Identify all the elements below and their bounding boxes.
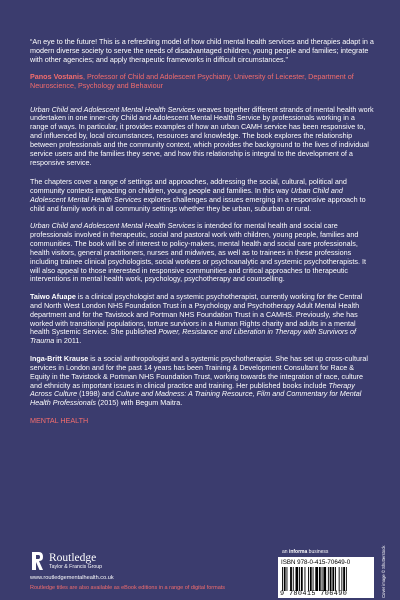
barcode-bar [341,567,342,591]
barcode-bar [299,567,300,591]
endorsement-attribution [30,73,374,91]
barcode-panel [278,557,374,598]
book-title-ref: Urban Child and Adolescent Mental Health Services [30,104,196,114]
barcode-bar [346,567,347,591]
back-cover-text [30,38,374,426]
barcode-bars [282,567,370,591]
endorser-affiliation: , Professor of Child and Adolescent Psychiatry, University of Leicester, Department of Neuroscience, Psychology and Behaviour [30,71,354,90]
author-bio-afuape: Taiwo Afuape is a clinical psychologist and a systemic psychotherapist, currently working for the Central and North West London NHS Foundation Trust in a Psychology and Psychotherapy Adult Mental Health department and for the Tavistock and Portman NHS Foundation Trust in a CAMHS. Previously, she has worked with transitional populations, torture survivors in a Human Rights charity and adults in a mental health Systemic Service. She published Power, Resistance and Liberation in Therapy with Survivors of Trauma in 2011. [30,291,363,346]
barcode-bar [339,567,340,591]
barcode-bar [332,567,334,591]
subject-category: MENTAL HEALTH [30,415,89,425]
author-name: Inga-Britt Krause [30,353,89,363]
book-title-ref: Urban Child and Adolescent Mental Health Services [30,221,196,230]
barcode-number: 9 780415 706490 [280,590,348,598]
informa-tagline: an informa business [282,549,329,555]
barcode-bar [330,567,332,591]
barcode-bar [293,567,294,591]
publisher-group: Taylor & Francis Group [49,564,103,570]
ebook-note: Routledge titles are also available as eBook editions in a range of digital formats [30,585,226,591]
author-bio-krause: Inga-Britt Krause is a social anthropologist and a systemic psychotherapist. She has set up cross-cultural services in London and for the past 14 years has been Training & Development Consultant for Race & Equity in the Tavistock & Portman NHS Foundation Trust, working towards the integration of race, culture and ethnicity as important issues in clinical practice and training. Her published books include Therapy Across Culture (1998) and Culture and Madness: A Training Resource, Film and Commentary for Mental Health Professionals (2015) with Begum Maitra. [30,353,368,408]
cover-image-credit: Cover image © Shutterstock [381,545,386,598]
barcode-bar [310,567,312,591]
publisher-wordmark [49,552,102,570]
book-title-ref: Culture and Madness: A Training Resource, Film and Commentary for Mental Health Professionals [30,389,362,408]
routledge-logo-icon [30,551,44,571]
barcode-bar [282,567,283,591]
barcode-bar [328,567,329,591]
publisher-website: www.routledgementalhealth.co.uk [30,575,114,581]
endorsement-quote: “An eye to the future! This is a refreshing model of how child mental health services and therapies adapt in a modern diverse society to serve the needs of disadvantaged children, young people and families; integrate with other agencies; and apply therapeutic frameworks in difficult circumstances.” [30,37,374,64]
barcode-bar [315,567,318,591]
barcode-bar [335,567,336,591]
publisher-name: Routledge [49,552,97,564]
barcode-bar [287,567,288,591]
author-name: Taiwo Afuape [30,291,76,301]
barcode-bar [343,567,345,591]
barcode-bar [323,567,326,591]
description-paragraph-1: Urban Child and Adolescent Mental Health Services weaves together different strands of mental health work undertaken in one inner-city Child and Adolescent Mental Health Service by professionals working in a range of ways. In particular, it provides examples of how an urban CAMH service has been responsive to, and influenced by, local circumstances, resources and knowledge. The book explores the relationship between professionals and the community context, which provides the background to the lives of individual service users and the families they serve, and how this relationship is integral to the development of a responsive service. [30,104,374,167]
barcode-bar [305,567,306,591]
endorser-name: Panos Vostanis [30,71,83,81]
barcode-bar [308,567,309,591]
isbn-label: ISBN 978-0-415-70649-0 [281,559,351,566]
book-title-ref: Power, Resistance and Liberation in Therapy with Survivors of Trauma [30,327,357,346]
barcode-bar [319,567,321,591]
book-title-ref: Urban Child and Adolescent Mental Health Services [30,185,343,204]
book-title-ref: Therapy Across Culture [30,380,355,399]
description-paragraph-2: The chapters cover a range of settings and approaches, addressing the social, cultural, political and community contexts impacting on children, young people and families. In this way Urban Child and Adolescent Mental Health Services explores challenges and issues emerging in a responsive approach to child and family work in all community settings whether they be urban, suburban or rural. [30,176,366,213]
barcode-bar [284,567,286,591]
barcode-bar [313,567,314,591]
barcode-bar [301,567,303,591]
barcode-bar [290,567,292,591]
publisher-logo [30,551,102,571]
description-paragraph-3: Urban Child and Adolescent Mental Health Services is intended for mental health and social care professionals involved in therapeutic, social and pastoral work with children, young people, families and communities. The book will be of interest to policy-makers, mental health and social care professionals, health visitors, general practitioners, nurses and midwives, as well as to trainees in these professions including trainee clinical psychologists, social workers or psychoanalytic and systemic psychotherapists. It will also appeal to those interested in responsive communities and critical approaches to therapeutic interventions in mental health work, psychology, psychotherapy and counselling. [30,221,366,284]
barcode-bar [322,567,323,591]
barcode-bar [296,567,299,591]
